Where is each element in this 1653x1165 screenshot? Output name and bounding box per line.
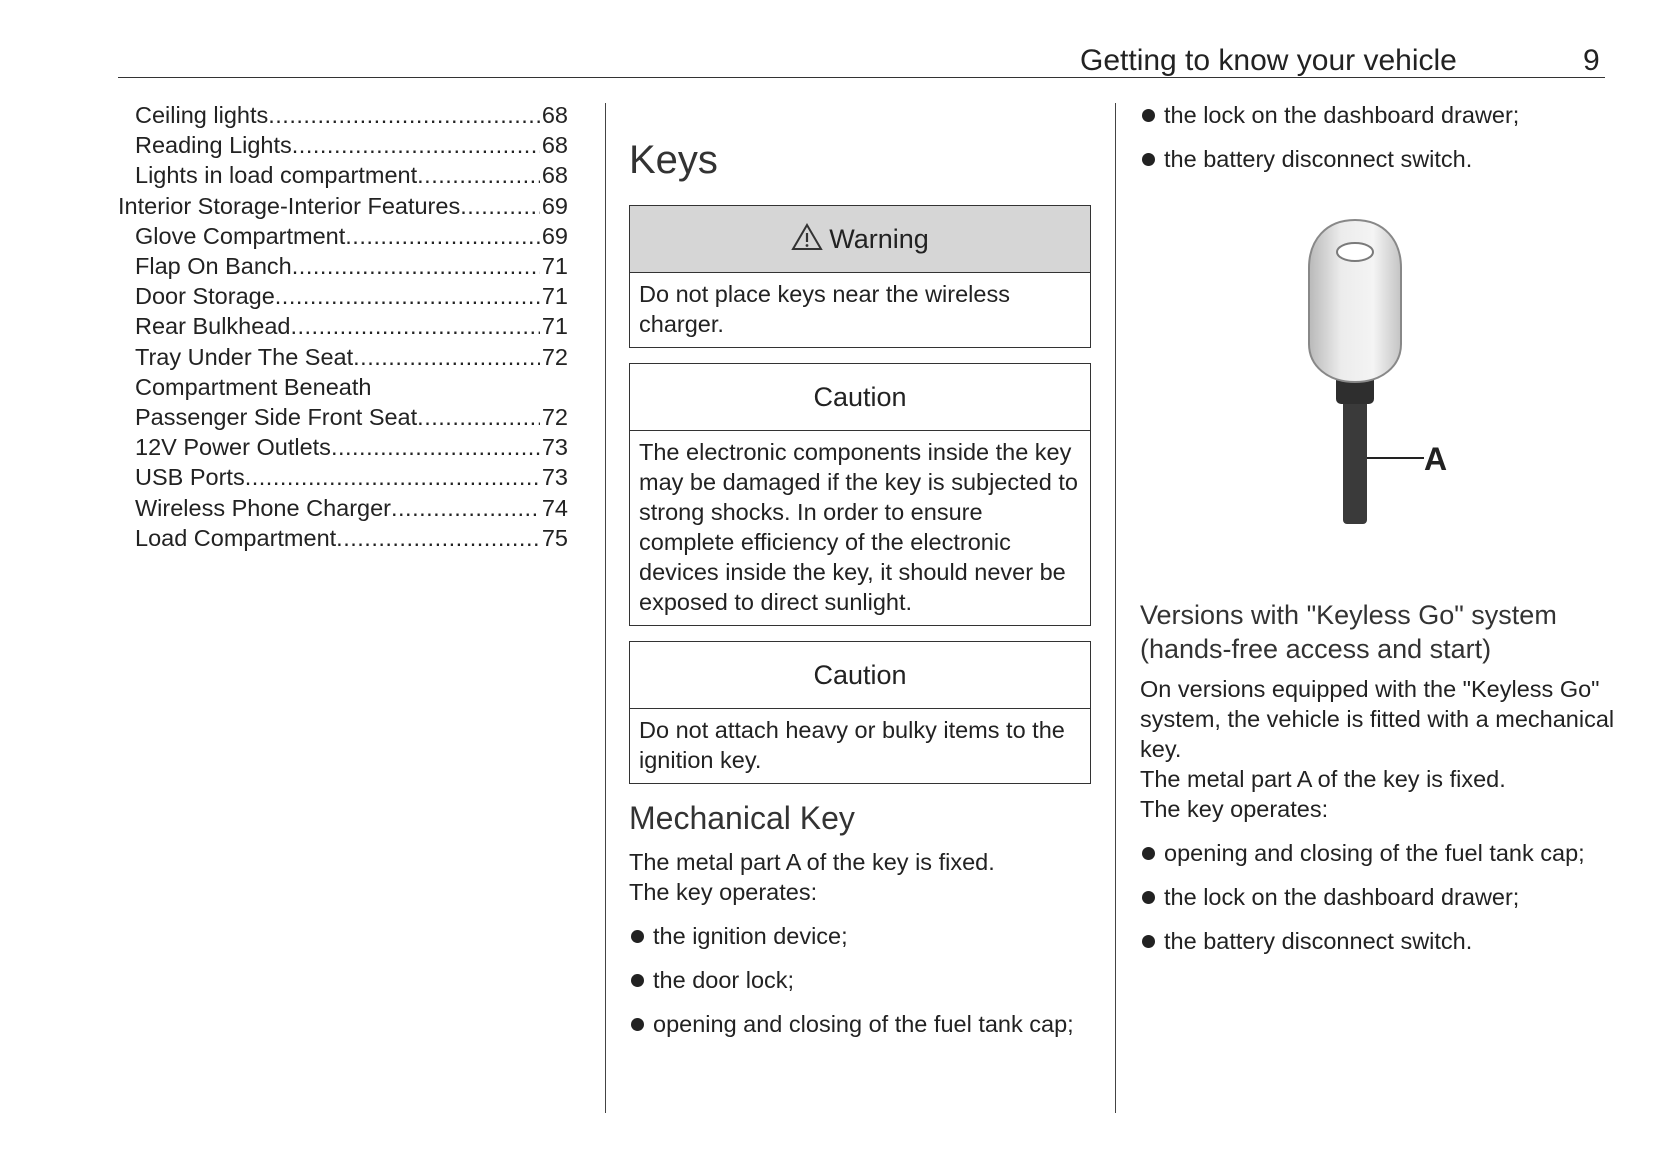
list-item: the ignition device; <box>629 921 1091 951</box>
bullet-icon <box>1142 109 1155 122</box>
list-item: the battery disconnect switch. <box>1140 926 1615 956</box>
paragraph: The key operates: <box>629 879 818 905</box>
bullet-icon <box>631 930 644 943</box>
caution-box <box>629 363 1091 626</box>
caution-text: Do not attach heavy or bulky items to the ignition key. <box>639 717 1065 773</box>
paragraph: The key operates: <box>1140 796 1329 822</box>
running-header-title: Getting to know your vehicle <box>1080 44 1457 77</box>
bullet-list <box>1140 838 1615 956</box>
bullet-icon <box>1142 847 1155 860</box>
section-title-keyless-go: Versions with "Keyless Go" system (hands-free access and start) <box>1140 600 1557 664</box>
warning-text: Do not place keys near the wireless charger. <box>639 281 1010 337</box>
list-item: opening and closing of the fuel tank cap; <box>629 1009 1091 1039</box>
bullet-icon <box>631 1018 644 1031</box>
list-item: opening and closing of the fuel tank cap; <box>1140 838 1615 868</box>
toc-entry[interactable]: USB Ports ..... 73 <box>118 462 568 492</box>
table-of-contents <box>118 100 568 553</box>
caution-box <box>629 641 1091 784</box>
toc-entry[interactable]: Compartment Beneath <box>135 373 372 400</box>
list-item: the lock on the dashboard drawer; <box>1140 100 1610 130</box>
toc-entry[interactable]: Load Compartment ..... 75 <box>118 523 568 553</box>
list-item: the battery disconnect switch. <box>1140 144 1610 174</box>
bullet-icon <box>1142 891 1155 904</box>
bullet-list <box>629 921 1091 1039</box>
header-rule <box>118 77 1605 78</box>
keyless-go-section <box>1140 598 1615 970</box>
section-title-mechanical-key: Mechanical Key <box>629 800 855 836</box>
paragraph: The metal part A of the key is fixed. <box>1140 766 1506 792</box>
toc-entry[interactable]: Reading Lights ..... 68 <box>118 130 568 160</box>
paragraph: The metal part A of the key is fixed. <box>629 849 995 875</box>
bullet-icon <box>631 974 644 987</box>
toc-entry[interactable]: Interior Storage-Interior Features ..... 69 <box>118 191 568 221</box>
column-divider <box>1115 103 1116 1113</box>
right-column-top <box>1140 100 1610 188</box>
warning-header <box>630 206 1090 273</box>
bullet-icon <box>1142 153 1155 166</box>
paragraph: On versions equipped with the "Keyless Go" system, the vehicle is fitted with a mechanical key. <box>1140 676 1615 762</box>
keys-section <box>629 100 1091 1053</box>
page-number: 9 <box>1583 44 1600 77</box>
column-divider <box>605 103 606 1113</box>
figure-label-a: A <box>1424 441 1448 477</box>
section-title-keys: Keys <box>629 138 718 182</box>
caution-header: Caution <box>630 642 1090 709</box>
toc-entry[interactable]: Wireless Phone Charger ..... 74 <box>118 493 568 523</box>
toc-entry[interactable]: Lights in load compartment ..... 68 <box>118 160 568 190</box>
warning-triangle-icon <box>791 223 823 251</box>
toc-entry[interactable]: Tray Under The Seat ..... 72 <box>118 342 568 372</box>
toc-entry[interactable]: 12V Power Outlets ..... 73 <box>118 432 568 462</box>
key-illustration <box>1300 214 1460 534</box>
toc-entry[interactable]: Glove Compartment ..... 69 <box>118 221 568 251</box>
toc-entry[interactable]: Rear Bulkhead ..... 71 <box>118 311 568 341</box>
toc-entry[interactable]: Passenger Side Front Seat ..... 72 <box>118 402 568 432</box>
list-item: the lock on the dashboard drawer; <box>1140 882 1615 912</box>
list-item: the door lock; <box>629 965 1091 995</box>
key-icon <box>1300 214 1460 534</box>
bullet-icon <box>1142 935 1155 948</box>
warning-label: Warning <box>829 224 929 254</box>
caution-text: The electronic components inside the key may be damaged if the key is subjected to strong shocks. In order to ensure complete efficiency of the electronic devices inside the key, it should never be exposed to direct sunlight. <box>639 439 1078 615</box>
toc-entry[interactable]: Door Storage ..... 71 <box>118 281 568 311</box>
warning-box <box>629 205 1091 348</box>
toc-entry[interactable]: Ceiling lights ..... 68 <box>118 100 568 130</box>
caution-header: Caution <box>630 364 1090 431</box>
toc-entry[interactable]: Flap On Banch ..... 71 <box>118 251 568 281</box>
